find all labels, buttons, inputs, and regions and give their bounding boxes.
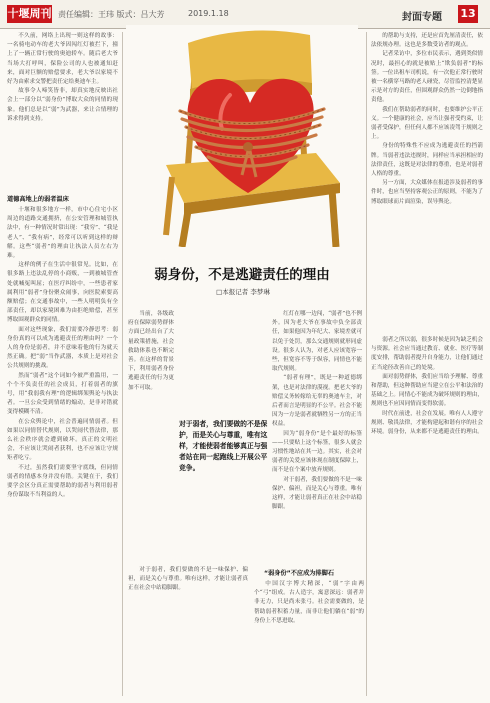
paragraph: 的帮助与支持，还是应首先厘清责任，依法依规办理。这也是多数受访者的观点。 xyxy=(371,33,483,49)
editors-line: 责任编辑：王玮 版式：吕大芳 xyxy=(58,10,165,19)
paragraph: 对于弱者，我们要做的不是一味保护、偏袒，而是关心与尊重。唯有这样，才能让弱者真正在社会中站稳脚跟。 xyxy=(272,476,362,511)
paragraph: 面对弱势群体，我们应当给予理解、尊重和帮助，但这种帮助应当建立在公平和法治的基础之上。同情心不能成为破坏规则的理由，规则也不应因同情而变得软弱。 xyxy=(371,373,483,408)
column-divider xyxy=(122,32,123,696)
paragraph: 中国汉字博大精深，“弱”字由两个“弓”组成。古人造字，寓意深远：弱者并非无力，只是尚未张弓。社会需要做的，是帮助弱者积蓄力量，而非让他们躺在“弱”的身份上不思进取。 xyxy=(254,581,364,624)
article-column-2-left xyxy=(128,310,174,558)
pull-quote: 对于弱者，我们要做的不是保护，而是关心与尊重，唯有这样，才能使弱者能够真正与强者站在同一起跑线上开展公平竞争。 xyxy=(179,420,268,472)
paragraph: 不过，虽然我们需要坚守底线，但同情弱者的情感本身并没有错。关键在于，我们要学会区分真正需要帮助的弱者与利用弱者身份谋取不当利益的人。 xyxy=(7,464,118,499)
paragraph: 对于弱者，我们要做的不是一味保护、偏袒，而是关心与尊重。唯有这样，才能让弱者真正在社会中站稳脚跟。 xyxy=(128,567,248,592)
article-headline: 弱身份，不是逃避责任的理由 xyxy=(154,267,330,283)
paragraph: 另一方面，大众媒体在报道涉及弱者的事件时，也应当坚持客观公正的原则，不能为了博取眼球而片面渲染，误导舆论。 xyxy=(371,180,483,205)
paragraph: 不久前，网络上出现一则这样的故事：一名骑电动车的老大爷因闯红灯被拦下，撞上了一辆正常行驶的奥迪轿车。随后老大爷当场大打呼叫，保险公司的人也被通知赶来，面对巨额的赔偿要求，老大爷以家境不好为由索求交警把责任定给奥迪车主。 xyxy=(7,33,118,86)
section-title: 封面专题 xyxy=(402,12,442,23)
paragraph: 弱者之所以弱，很多时候是因为缺乏机会与资源。社会应当通过教育、就业、医疗等制度安排，帮助弱者提升自身能力，让他们通过正当途径改善自己的处境。 xyxy=(371,337,483,371)
article-column-2 xyxy=(272,310,362,558)
subheading-2: “弱身份”不应成为排脚石 xyxy=(264,570,335,577)
article-column-3b xyxy=(371,336,483,696)
subheading-1: 道德高地上的弱者温床 xyxy=(7,196,69,203)
issue-date: 2019.1.18 xyxy=(188,9,229,18)
article-column-2c xyxy=(128,566,248,698)
paragraph: 时代在前进，社会在发展。唯有人人遵守规则、敬畏法律，才能构建起和谐有序的社会环境。弱身份，从来都不是逃避责任的理由。 xyxy=(371,410,483,436)
article-column-1b xyxy=(7,206,118,696)
article-column-1 xyxy=(7,32,118,182)
paragraph: 记者采访中，多位市民表示，遇到类似情况时，最担心的就是被贴上“欺负弱者”的标签。一位出租车司机说，有一次他正常行驶时被一名横穿马路的老人碰瓷，尽管监控清楚显示是对方的责任，但围观群众仍然一边倒地指责他。 xyxy=(371,51,483,104)
paragraph: 面对这些现象，我们需要冷静思考：弱身份真的可以成为逃避责任的理由吗？一个人的身份是弱者，并不意味着他的行为就天然正确。把“弱”当作武器，本质上是对社会公共规则的挑战。 xyxy=(7,326,118,370)
paragraph: 故事令人啼笑皆非，却真实地反映出社会上一部分以“弱身份”博取大众的同情的现象。他们总是以“弱”为武器，来让合情理的诉求得到支持。 xyxy=(7,88,118,122)
paragraph: 在公众舆论中，社会普遍同情弱者。但如果以同情替代规则，以哭闹代替法律，那么社会秩序就会遭到破坏。真正的文明社会，不应该让哭闹者获利，也不应该让守规矩者吃亏。 xyxy=(7,418,118,462)
article-byline: □本报记者 李梦琳 xyxy=(216,288,270,296)
column-divider xyxy=(366,32,367,696)
heart-chair-illustration xyxy=(126,25,358,247)
paragraph: 然而“弱者”这个词如今被严重滥用，一个个不负责任的社会成员，打着弱者的旗号，用“我弱我有理”的逻辑绑架舆论与执法者。一旦公众受到情绪的煽动，是非对错就变得模糊不清。 xyxy=(7,372,118,416)
paragraph: “弱者有理”，既是一种道德绑架，也是对法律的漠视。把老大爷的赔偿义务转嫁给无辜的奥迪车主，对后者而言是明显的不公平。社会不能因为一方是弱者就牺牲另一方的正当权益。 xyxy=(272,375,362,428)
paragraph: 十堰和很多地方一样，市中心住宅小区周边的道路交通拥挤，在公安管理和城管执法中，有一种情况时常出现：“我穷”、“我是老人”、“我有病”，经常可以听到这样的辩解。这些“弱者”的理由让执法人员左右为难。 xyxy=(7,207,118,260)
paragraph: 身份的特殊性不应成为逃避责任的挡箭牌。当弱者违法违规时，同样应当承担相应的法律责任，这既是对法律的尊重，也是对弱者人格的尊重。 xyxy=(371,143,483,178)
page-number: 13 xyxy=(458,5,478,23)
paragraph: 这样的例子在生活中很常见。比如，在很多路上违法乱停的小商贩，一到被城管查处就喊冤叫屈；在医疗纠纷中，一些患者家属利用“弱者”身份聚众闹事，向医院索要高额赔偿；在交通事故中，一些人明明负有全部责任，却以家境困难为由拒绝赔偿，甚至博取围观群众的同情。 xyxy=(7,262,118,324)
paragraph: 因为“弱身份”是个最好的标签——只要贴上这个标签，很多人就会习惯性地站在其一边。其实，社会对弱者的关爱应该体现在制度保障上，而不是在个案中放弃规则。 xyxy=(272,430,362,474)
article-column-3 xyxy=(371,32,483,332)
paragraph: 红灯在哪一边闯，“弱者”也不例外。因为老大爷在事故中负全部责任，如果他因为年纪大、家境差就可以免于处罚，那么交通规则就形同虚设。很多人认为，对老人应该宽容一些，但宽容不等于纵容，同情也不能取代规则。 xyxy=(272,311,362,373)
paragraph: 当前，各级政府在保障弱势群体方面已经出台了大量政策措施，社会救助体系也不断完善。在这样的背景下，利用弱者身份逃避责任的行为更加不可取。 xyxy=(128,311,174,391)
article-column-2b xyxy=(254,580,364,698)
paragraph: 我们在帮助弱者的同时，也要维护公平正义。一个健康的社会，应当让强者受约束，让弱者受保护，但任何人都不应该凌驾于规则之上。 xyxy=(371,106,483,141)
masthead: 十堰周刊 xyxy=(7,5,52,23)
